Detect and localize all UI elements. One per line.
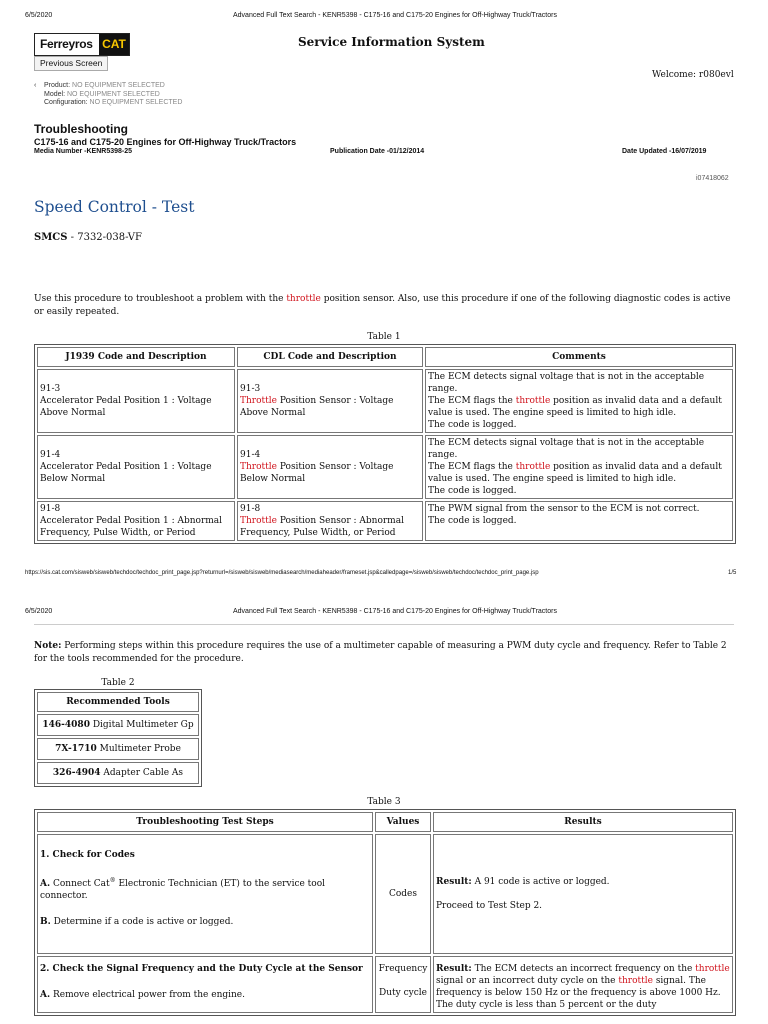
config-value: NO EQUIPMENT SELECTED	[89, 99, 183, 107]
tool-name: Digital Multimeter Gp	[89, 720, 194, 730]
cdl-code: 91-8	[240, 504, 261, 514]
comment-text: The ECM flags the	[428, 462, 516, 472]
collapse-arrow-icon[interactable]: ‹	[34, 82, 37, 89]
table1-caption: Table 1	[367, 332, 401, 342]
step1-result	[436, 876, 730, 888]
product-value: NO EQUIPMENT SELECTED	[72, 82, 165, 89]
comment-text: The ECM flags the	[428, 396, 516, 406]
j1939-desc: Accelerator Pedal Position 1 : Voltage Above Normal	[40, 396, 212, 418]
step-text: Electronic Technician (ET) to the service tool connector.	[40, 879, 326, 901]
table3-header-results: Results	[433, 812, 733, 832]
note-text: Performing steps within this procedure requires the use of a multimeter capable of measuring a PWM duty cycle and frequency. Refer to Table 2 for the tools recommended for the procedure.	[34, 641, 727, 664]
result-highlight: throttle	[695, 964, 730, 974]
table3	[34, 809, 736, 1016]
table1-clip	[34, 344, 736, 564]
welcome-text: Welcome: r080evl	[652, 70, 734, 80]
cdl-desc-text: Position Sensor : Voltage Below Normal	[240, 462, 394, 484]
result-text: The ECM detects an incorrect frequency on the	[471, 964, 696, 974]
table-row	[37, 956, 733, 1013]
j1939-desc: Accelerator Pedal Position 1 : Abnormal Frequency, Pulse Width, or Period	[40, 516, 223, 538]
intro-text-b: position sensor. Also, use this procedure if one of the following diagnostic codes is active or easily repeated.	[34, 294, 731, 317]
section-title: Troubleshooting	[34, 122, 128, 136]
step2-value-frequency: Frequency	[378, 964, 428, 974]
ferreyros-cat-logo	[34, 33, 130, 56]
model-value: NO EQUIPMENT SELECTED	[66, 90, 160, 98]
result-label: Result:	[436, 877, 472, 887]
publication-date: Publication Date -01/12/2014	[330, 148, 425, 155]
j1939-code: 91-4	[40, 450, 61, 460]
previous-screen-button[interactable]: Previous Screen	[34, 56, 108, 71]
note-label: Note:	[34, 641, 62, 651]
engines-title: C175-16 and C175-20 Engines for Off-Highway Truck/Tractors	[34, 137, 297, 147]
result-label: Result:	[436, 964, 472, 974]
intro-highlight: throttle	[286, 294, 321, 304]
step-text: Remove electrical power from the engine.	[50, 990, 245, 1000]
result-text: signal. The frequency is below 150 Hz or the frequency is above 1000 Hz. The duty cycle is less than 5 percent or the duty	[436, 976, 721, 1010]
step-text: Determine if a code is active or logged.	[50, 917, 234, 927]
comment-line: The code is logged.	[428, 486, 517, 496]
comment-line: The code is logged.	[428, 516, 517, 526]
note-paragraph	[34, 640, 734, 665]
tool-part-number: 326-4904	[52, 768, 101, 778]
print-doc-title-2: Advanced Full Text Search - KENR5398 - C175-16 and C175-20 Engines for Off-Highway Truck/Tractors	[233, 608, 557, 615]
table3-caption: Table 3	[367, 797, 401, 807]
table-row	[37, 762, 199, 784]
cdl-desc-text: Position Sensor : Abnormal Frequency, Pulse Width, or Period	[240, 516, 404, 538]
step2-a	[40, 989, 370, 1001]
step1-proceed: Proceed to Test Step 2.	[436, 901, 543, 911]
tool-name: Multimeter Probe	[96, 744, 181, 754]
table3-header-steps: Troubleshooting Test Steps	[37, 812, 373, 832]
comment-text: position as invalid data and a default value is used. The engine speed is limited to high idle.	[428, 396, 722, 418]
step-label: B.	[40, 917, 51, 927]
model-label: Model:	[44, 90, 66, 98]
table2-header: Recommended Tools	[37, 692, 199, 712]
smcs-value: - 7332-038-VF	[67, 232, 142, 243]
step1-value: Codes	[375, 834, 431, 954]
cdl-highlight: Throttle	[240, 396, 277, 406]
date-updated: Date Updated -16/07/2019	[622, 148, 707, 155]
table-row	[37, 834, 733, 954]
intro-text-a: Use this procedure to troubleshoot a problem with the	[34, 294, 287, 304]
comment-line	[428, 461, 730, 485]
table1-header-cdl: CDL Code and Description	[237, 347, 423, 367]
step-label: A.	[40, 879, 51, 889]
step-text: Connect Cat	[50, 879, 110, 889]
step1-a	[40, 875, 370, 902]
logo-ferreyros: Ferreyros	[35, 34, 99, 55]
table1-header-j1939: J1939 Code and Description	[37, 347, 235, 367]
table3-header-row	[37, 812, 733, 832]
footer-url[interactable]: https://sis.cat.com/sisweb/sisweb/techdoc/techdoc_print_page.jsp?returnurl=/sisweb/sisweb/mediasearch/mediaheader/frameset.jsp&calledpage=/sisweb/sisweb/techdoc/techdoc_print_page.jsp	[25, 570, 539, 576]
table3-header-values: Values	[375, 812, 431, 832]
tool-name: Adapter Cable As	[100, 768, 184, 778]
cdl-highlight: Throttle	[240, 462, 277, 472]
tool-part-number: 146-4080	[42, 720, 90, 730]
table1-header-row	[37, 347, 733, 367]
product-label: Product:	[44, 82, 71, 89]
comment-line: The PWM signal from the sensor to the ECM is not correct.	[428, 504, 700, 514]
j1939-code: 91-8	[40, 504, 61, 514]
table-row	[37, 738, 199, 760]
sis-title: Service Information System	[298, 35, 485, 49]
result-highlight: throttle	[618, 976, 653, 986]
tool-part-number: 7X-1710	[55, 744, 97, 754]
cdl-desc	[240, 515, 420, 539]
step2-result	[433, 956, 733, 1013]
comment-highlight: throttle	[515, 396, 551, 406]
result-text: signal or an incorrect duty cycle on the	[436, 976, 619, 986]
cdl-highlight: Throttle	[240, 516, 277, 526]
cdl-desc-text: Position Sensor : Voltage Above Normal	[240, 396, 394, 418]
print-date-2: 6/5/2020	[25, 608, 53, 615]
cdl-desc	[240, 461, 420, 485]
table-row	[37, 369, 733, 433]
table2-header-row	[37, 692, 199, 712]
j1939-desc: Accelerator Pedal Position 1 : Voltage Below Normal	[40, 462, 212, 484]
product-info	[34, 82, 182, 108]
table1	[34, 344, 736, 544]
table2	[34, 689, 202, 787]
step-label: A.	[40, 990, 51, 1000]
table2-caption: Table 2	[101, 678, 135, 688]
table-row	[37, 714, 199, 736]
table-row	[37, 435, 733, 499]
registered-mark: ®	[109, 877, 116, 884]
media-number: Media Number -KENR5398-25	[34, 148, 133, 155]
table-row	[37, 501, 733, 541]
step2-title: 2. Check the Signal Frequency and the Duty Cycle at the Sensor	[40, 964, 363, 974]
cdl-code: 91-3	[240, 384, 261, 394]
config-label: Configuration:	[44, 99, 88, 107]
cdl-desc	[240, 395, 420, 419]
table3-clip	[34, 809, 736, 1024]
page-heading: Speed Control - Test	[34, 198, 195, 216]
page-divider	[34, 624, 734, 625]
result-text: A 91 code is active or logged.	[471, 877, 610, 887]
print-date: 6/5/2020	[25, 12, 53, 19]
comment-line: The ECM detects signal voltage that is not in the acceptable range.	[428, 372, 705, 394]
j1939-code: 91-3	[40, 384, 61, 394]
step2-value-duty: Duty cycle	[379, 988, 427, 998]
print-doc-title: Advanced Full Text Search - KENR5398 - C175-16 and C175-20 Engines for Off-Highway Truck/Tractors	[233, 12, 557, 19]
intro-paragraph	[34, 293, 734, 318]
comment-highlight: throttle	[515, 462, 551, 472]
footer-page: 1/5	[728, 570, 737, 576]
comment-line: The ECM detects signal voltage that is not in the acceptable range.	[428, 438, 705, 460]
comment-line	[428, 395, 730, 419]
smcs-line	[34, 232, 142, 243]
logo-cat: CAT	[99, 34, 129, 55]
document-id: i07418062	[696, 175, 729, 182]
comment-line: The code is logged.	[428, 420, 517, 430]
step1-b	[40, 916, 370, 928]
step1-title: 1. Check for Codes	[40, 850, 135, 860]
comment-text: position as invalid data and a default value is used. The engine speed is limited to high idle.	[428, 462, 722, 484]
table1-header-comments: Comments	[425, 347, 733, 367]
cdl-code: 91-4	[240, 450, 261, 460]
smcs-label: SMCS	[34, 232, 68, 243]
